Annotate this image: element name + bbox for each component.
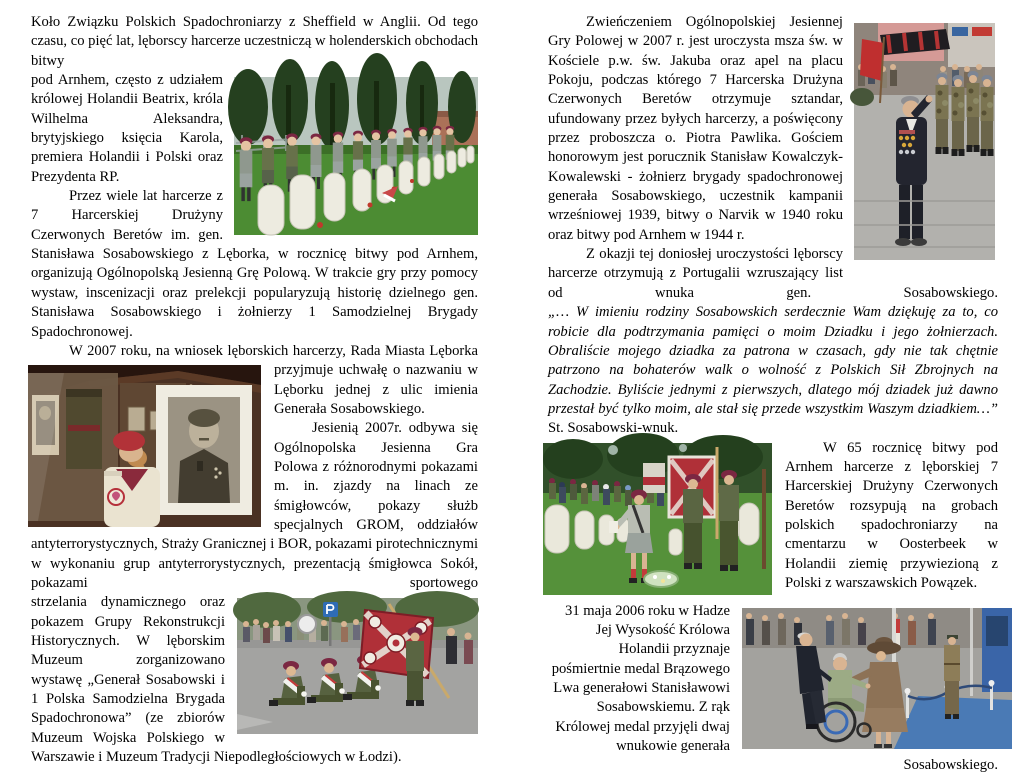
photo-queen-medal-ceremony <box>742 608 1012 749</box>
scout-leader <box>719 470 739 571</box>
paragraph: Z okazji tej doniosłej uroczystości lęborscy harcerze otrzymują z Portugalii wzruszający list od wnuka gen. Sosabowskiego. <box>548 246 998 301</box>
page-right <box>548 13 998 776</box>
military-officer <box>944 635 960 719</box>
wreath <box>644 571 678 587</box>
quote-attribution: St. Sosabowski-wnuk. <box>548 420 679 437</box>
photo-flag-ceremony-street <box>237 598 478 734</box>
museum-illustration <box>28 365 261 527</box>
red-flag <box>860 39 884 81</box>
paragraph: strzelania dynamicznego oraz pokazem Grupy Rekonstrukcji Historycznych. W lęborskim Muzeum zorganizowano wystawę „Generał Sosabowski i 1 Polska Samodzielna Brygada Spadochronowa” (ze zbiorów Muzeum Wojska Polskiego w Warszawie i Muzeum Tradycji Niepodległościowych w Łodzi). <box>31 594 402 766</box>
paragraph: przyjmuje uchwałę o nazwaniu w Lęborku jednej z ulic imienia Generała Sosabowskiego. <box>274 362 478 417</box>
photo-scouts-oosterbeek-cemetery <box>543 443 772 595</box>
paragraph-wrap: pod Arnhem, często z udziałem królowej Holandii Beatrix, króla Wilhelma Aleksandra, brytyjskiego księcia Karola, premiera Holandii i Polski oraz Prezydenta RP. <box>31 72 223 185</box>
veteran-illustration <box>854 23 995 260</box>
paragraph-line: W 2007 roku, na wniosek lęborskich harcerzy, Rada Miasta Lęborka <box>69 342 478 359</box>
round-sign <box>298 615 316 633</box>
street-ceremony-illustration <box>237 598 478 734</box>
paragraph: Zwieńczeniem Ogólnopolskiej Jesiennej Gry Polowej w 2007 r. jest uroczysta msza św. w Kościele p.w. św. Jakuba oraz apel na placu Pokoju, podczas którego 7 Harcerska Drużyna Czerwonych Beretów otrzymuje sztandar, ufundowany przez byłych harcerzy, a poświęcony przez proboszcza o. Piotra Pawlika. Gościem honorowym jest porucznik Stanisław Kowalczyk-Kowalewski - żołnierz brygady spadochronowej generała Sosabowskiego, uczestnik kampanii wrześniowej 1939, bitwy o Narvik w 1940 roku oraz bitwy pod Arnhem w 1944 r. <box>548 14 843 243</box>
quote-text: „… W imieniu rodziny Sosabowskich serdecznie Wam dziękuję za to, co robicie dla podtrzymania pamięci o moim Dziadku i jego żołnierzach. Obraliście mojego dziadka za patrona w czasach, gdy nie tak chętnie patrzono na bohaterów walk o wolność z Polskich Sił Zbrojnych na Zachodzie. Byliście jednymi z pierwszych, dlatego mój dziadek już dawno przestał być tylko moim, ale stał się przede wszystkim Waszym dziadkiem…” <box>548 304 998 417</box>
oosterbeek-illustration <box>543 443 772 595</box>
quote-letter-from-grandson <box>548 303 998 438</box>
photo-scouts-arnhem-cemetery-row <box>234 77 478 235</box>
paragraph: Jesienią 2007r. odbywa się Ogólnopolska Jesienna Gra Polowa z różnorodnymi pokazami m. in. zjazdy na linach ze śmigłowców, pokazy służb specjalnych GROM, oddziałów antyterrorystycznych, Straży Granicznej i BOR, pokazami pirotechnicznymi w wykonaniu grup antyterrorystycznych, prezentacją śmigłowca Sokół, pokazami sportowego <box>31 420 478 591</box>
paragraph-medal-ceremony: 31 maja 2006 roku w Hadze Jej Wysokość Królowa Holandii przyznaje pośmiertnie medal Brązowego Lwa generałowi Stanisławowi Sosabowskiemu. Z rąk Królowej medal przyjęli dwaj wnukowie generała Sosabowskiego. <box>551 602 998 774</box>
portrait-general-sosabowski <box>156 385 252 515</box>
standard-pole <box>762 469 766 569</box>
paragraph: W 65 rocznicę bitwy pod Arnhem harcerze z lęborskiej 7 Harcerskiej Drużyny Czerwonych Beretów rozsypują na grobach polskich spadochroniarzy na cmentarzu w Oosterbeek w Holandii ziemię przywiezioną z Polski z warszawskich Powązek. <box>785 439 998 591</box>
medal-ceremony-illustration <box>742 608 1012 749</box>
paragraph: Przez wiele lat harcerze z 7 Harcerskiej Drużyny Czerwonych Beretów im. gen. Stanisława Sosabowskiego z Lęborka, w rocznicę bitwy pod Arnhem, organizują Ogólnopolską Jesienną Grę Polową. W trakcie gry przy pomocy wystaw, inscenizacji oraz prelekcji popularyzują historię dzielnego gen. Stanisława Sosabowskiego i żołnierzy 1 Samodzielnej Brygady Spadochronowej. <box>31 188 478 340</box>
photo-museum-exhibition-sosabowski <box>28 365 261 527</box>
page-left <box>31 13 478 767</box>
paragraph-intro: Koło Związku Polskich Spadochroniarzy z Sheffield w Anglii. Od tego czasu, co pięć lat, lęborscy harcerze uczestniczą w holenderskich obchodach bitwy <box>31 14 478 69</box>
final-block <box>548 602 998 776</box>
cemetery-row-illustration <box>234 77 478 235</box>
photo-veteran-saluting <box>854 23 995 260</box>
